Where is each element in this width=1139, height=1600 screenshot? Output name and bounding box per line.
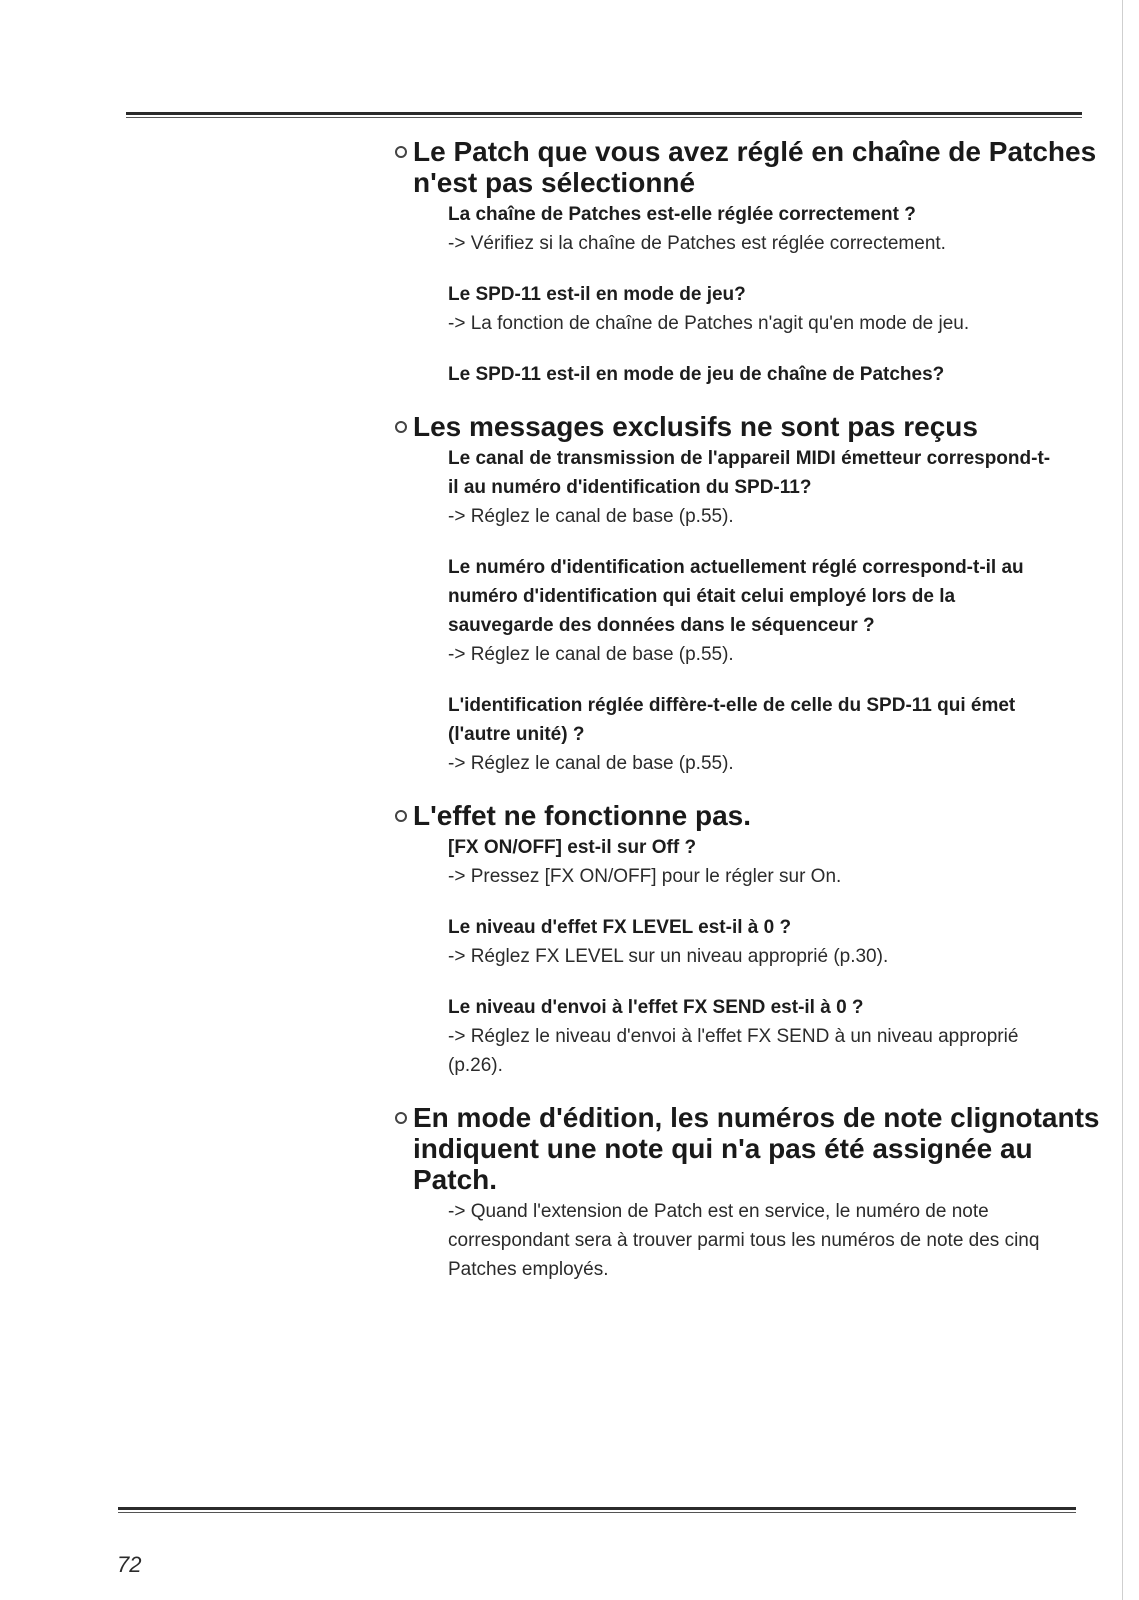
answer: -> Réglez le canal de base (p.55). xyxy=(448,506,734,527)
troubleshooting-content xyxy=(395,136,1115,1306)
section-title: Les messages exclusifs ne sont pas reçus xyxy=(413,411,978,442)
section-patch-chain xyxy=(395,136,1115,389)
qa-item xyxy=(448,833,1058,891)
question: Le SPD-11 est-il en mode de jeu de chaîne de Patches? xyxy=(448,364,945,385)
answer: -> Réglez le niveau d'envoi à l'effet FX SEND à un niveau approprié (p.26). xyxy=(448,1026,1019,1076)
question: Le numéro d'identification actuellement réglé correspond-t-il au numéro d'identification qui était celui employé lors de la sauvegarde des données dans le séquenceur ? xyxy=(448,557,1024,636)
section-effect xyxy=(395,800,1115,1080)
qa-item xyxy=(448,280,1058,338)
question: Le canal de transmission de l'appareil MIDI émetteur correspond-t-il au numéro d'identification du SPD-11? xyxy=(448,448,1051,498)
qa-item xyxy=(448,360,1058,389)
section-exclusive-messages xyxy=(395,411,1115,778)
answer: -> Réglez le canal de base (p.55). xyxy=(448,644,734,665)
answer: -> Réglez le canal de base (p.55). xyxy=(448,753,734,774)
answer: -> La fonction de chaîne de Patches n'agit qu'en mode de jeu. xyxy=(448,313,970,334)
section-title: L'effet ne fonctionne pas. xyxy=(413,800,752,831)
section-edit-mode xyxy=(395,1102,1115,1284)
qa-item xyxy=(448,1197,1058,1284)
qa-item xyxy=(448,913,1058,971)
qa-item xyxy=(448,691,1058,778)
question: Le niveau d'effet FX LEVEL est-il à 0 ? xyxy=(448,917,792,938)
qa-item xyxy=(448,444,1058,531)
bottom-rule-thin xyxy=(118,1512,1076,1513)
bullet-icon xyxy=(395,810,407,822)
top-rule-thin xyxy=(126,117,1082,118)
bullet-icon xyxy=(395,421,407,433)
answer: -> Pressez [FX ON/OFF] pour le régler sur On. xyxy=(448,866,842,887)
bullet-icon xyxy=(395,146,407,158)
question: La chaîne de Patches est-elle réglée correctement ? xyxy=(448,204,916,225)
qa-item xyxy=(448,200,1058,258)
bottom-rule xyxy=(118,1507,1076,1510)
question: [FX ON/OFF] est-il sur Off ? xyxy=(448,837,697,858)
bullet-icon xyxy=(395,1112,407,1124)
question: Le SPD-11 est-il en mode de jeu? xyxy=(448,284,746,305)
question: L'identification réglée diffère-t-elle de celle du SPD-11 qui émet (l'autre unité) ? xyxy=(448,695,1016,745)
section-title: Le Patch que vous avez réglé en chaîne de Patches n'est pas sélectionné xyxy=(413,136,1097,198)
answer: -> Réglez FX LEVEL sur un niveau approprié (p.30). xyxy=(448,946,889,967)
question: Le niveau d'envoi à l'effet FX SEND est-il à 0 ? xyxy=(448,997,864,1018)
qa-item xyxy=(448,993,1058,1080)
page-edge xyxy=(1122,0,1123,1600)
answer: -> Vérifiez si la chaîne de Patches est réglée correctement. xyxy=(448,233,946,254)
section-title: En mode d'édition, les numéros de note clignotants indiquent une note qui n'a pas été assignée au Patch. xyxy=(413,1102,1100,1195)
page-number: 72 xyxy=(117,1552,142,1577)
top-rule xyxy=(126,112,1082,115)
qa-item xyxy=(448,553,1058,669)
answer: -> Quand l'extension de Patch est en service, le numéro de note correspondant sera à trouver parmi tous les numéros de note des cinq Patches employés. xyxy=(448,1201,1040,1280)
